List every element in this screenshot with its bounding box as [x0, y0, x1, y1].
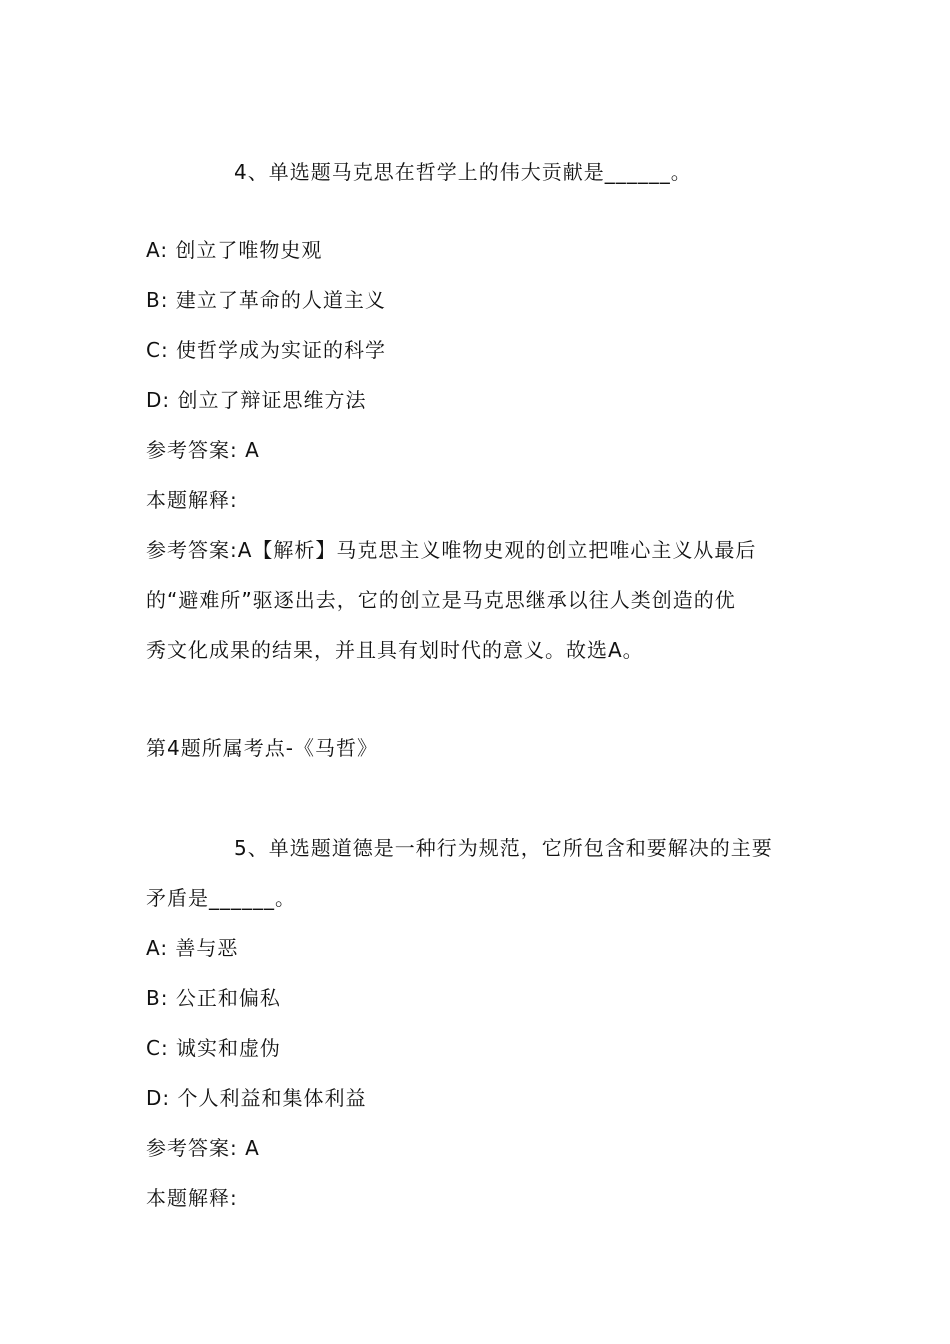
question-4-option-d: D: 创立了辩证思维方法: [146, 388, 367, 412]
question-4-title: 4、单选题马克思在哲学上的伟大贡献是______。: [234, 160, 692, 184]
question-4-option-a: A: 创立了唯物史观: [146, 238, 323, 262]
question-4-explanation-heading: 本题解释:: [146, 488, 238, 512]
question-5-option-c: C: 诚实和虚伪: [146, 1036, 282, 1060]
question-5-explanation-heading: 本题解释:: [146, 1186, 238, 1210]
question-4-knowledge-point: 第4题所属考点-《马哲》: [146, 736, 378, 760]
question-5-option-b: B: 公正和偏私: [146, 986, 281, 1010]
question-5-title-continued: 矛盾是______。: [146, 886, 296, 910]
question-5-answer: 参考答案: A: [146, 1136, 260, 1160]
question-4-option-b: B: 建立了革命的人道主义: [146, 288, 386, 312]
question-5-title: 5、单选题道德是一种行为规范，它所包含和要解决的主要: [234, 836, 773, 860]
question-5-option-d: D: 个人利益和集体利益: [146, 1086, 367, 1110]
question-4-explanation-line: 的“避难所”驱逐出去，它的创立是马克思继承以往人类创造的优: [146, 588, 736, 612]
question-4-explanation-line: 参考答案:A【解析】马克思主义唯物史观的创立把唯心主义从最后: [146, 538, 757, 562]
question-5-option-a: A: 善与恶: [146, 936, 239, 960]
question-4-explanation-line: 秀文化成果的结果，并且具有划时代的意义。故选A。: [146, 638, 644, 662]
question-4-option-c: C: 使哲学成为实证的科学: [146, 338, 387, 362]
question-4-answer: 参考答案: A: [146, 438, 260, 462]
